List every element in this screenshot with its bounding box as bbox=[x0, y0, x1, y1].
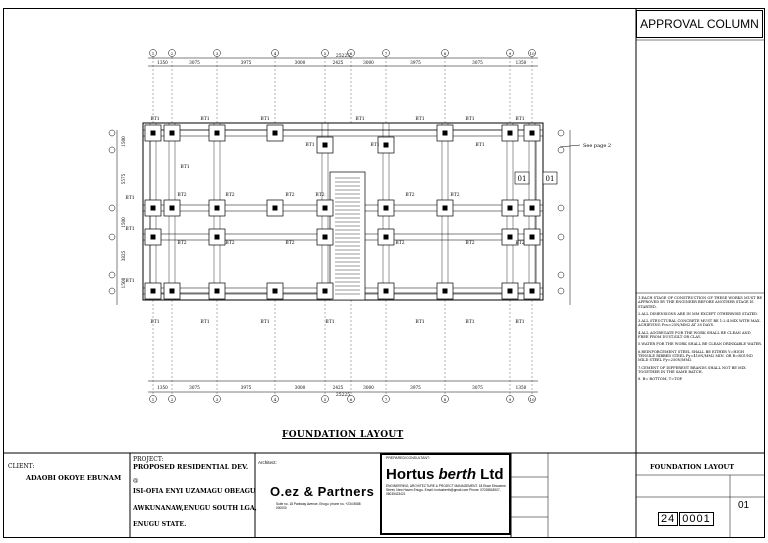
dimension-total: 25225 bbox=[335, 393, 351, 398]
column-stump bbox=[530, 206, 535, 211]
column-stump bbox=[273, 289, 278, 294]
beam-tag: BT2 bbox=[225, 193, 235, 198]
grid-label: 6 bbox=[349, 51, 353, 56]
grid-label: 5 bbox=[323, 397, 327, 402]
column-stump bbox=[323, 206, 328, 211]
general-notes bbox=[638, 296, 762, 384]
row-bubble bbox=[558, 288, 564, 294]
client-name: ADAOBI OKOYE EBUNAM bbox=[26, 474, 122, 482]
column-stump bbox=[273, 206, 278, 211]
column-stump bbox=[215, 206, 220, 211]
dimension-text: 1350 bbox=[515, 60, 527, 65]
dimension-text: 3075 bbox=[472, 60, 483, 65]
grid-label: 8 bbox=[443, 397, 447, 402]
project-address-line: ISI-OFIA ENYI UZAMAGU OBEAGU bbox=[133, 488, 256, 495]
dimension-text: 1350 bbox=[157, 385, 168, 390]
dimension-text: 3000 bbox=[363, 60, 374, 65]
grid-label: 3 bbox=[215, 397, 219, 402]
dimension-text: 5575 bbox=[121, 173, 126, 185]
beam-tag: BT2 bbox=[395, 241, 405, 246]
consultant-name bbox=[386, 466, 504, 483]
grid-label: 9 bbox=[508, 397, 512, 402]
beam-tag: BT2 bbox=[405, 193, 415, 198]
beam-tag: BT2 bbox=[450, 193, 460, 198]
grid-label: 10 bbox=[529, 51, 535, 56]
beam-tag: BT1 bbox=[515, 117, 525, 122]
grid-label: 4 bbox=[273, 51, 277, 56]
beam-tag: BT2 bbox=[465, 241, 475, 246]
column-stump bbox=[151, 131, 156, 136]
detail-tag: 01 bbox=[517, 175, 527, 183]
detail-tag: 01 bbox=[545, 175, 555, 183]
dimension-text: 3975 bbox=[410, 385, 421, 390]
beam-tag: BT2 bbox=[315, 193, 325, 198]
column-stump bbox=[443, 206, 448, 211]
note-item: 7.CEMENT OF DIFFERENT BRANDS SHALL NOT BE MIX TOGETHER IN THE SAME BATCH. bbox=[638, 365, 746, 374]
grid-label: 9 bbox=[508, 51, 512, 56]
grid-label: 6 bbox=[349, 397, 353, 402]
column-stump bbox=[215, 235, 220, 240]
drawing-title: FOUNDATION LAYOUT bbox=[650, 463, 735, 471]
note-item: 5.WATER FOR THE WORK SHALL BE CLEAN DRINKABLE WATER. bbox=[638, 342, 762, 347]
grid-label: 7 bbox=[384, 397, 388, 402]
beam-tag: BT1 bbox=[515, 320, 525, 325]
dimension-text: 3075 bbox=[189, 385, 200, 390]
note-item: 4.ALL AGGREGATE FOR THE WORK SHALL BE CLEAN AND FREE FROM DUST,SILT OR CLAY. bbox=[638, 330, 751, 340]
column-stump bbox=[443, 131, 448, 136]
dimension-text: 3000 bbox=[363, 385, 374, 390]
grid-label: 7 bbox=[384, 51, 388, 56]
column-stump bbox=[215, 131, 220, 136]
row-bubble bbox=[109, 288, 115, 294]
note-item: 1.EACH STAGE OF CONSTRUCTION OF THESE WORKS MUST BE APPROVED BY THE ENGINEER BEFORE ANOTHER STAGE IS STARTED. bbox=[638, 296, 762, 309]
dimension-text: 3825 bbox=[121, 250, 126, 262]
row-bubble bbox=[558, 205, 564, 211]
column-stump bbox=[151, 206, 156, 211]
beam-tag: BT2 bbox=[177, 193, 187, 198]
column-stump bbox=[384, 235, 389, 240]
beam-tag: BT1 bbox=[305, 143, 315, 148]
column-stump bbox=[151, 289, 156, 294]
project-name: PROPOSED RESIDENTIAL DEV. bbox=[133, 463, 249, 471]
column-stump bbox=[170, 289, 175, 294]
column-stump bbox=[530, 131, 535, 136]
column-stump bbox=[384, 206, 389, 211]
beam-tag: BT1 bbox=[180, 165, 190, 170]
dimension-text: 3000 bbox=[294, 60, 306, 65]
beam-tag: BT2 bbox=[285, 193, 295, 198]
project-at: @ bbox=[133, 478, 139, 484]
grid-label: 2 bbox=[170, 51, 174, 56]
beam-tag: BT1 bbox=[475, 143, 485, 148]
beam-tag: BT1 bbox=[150, 320, 160, 325]
column-stump bbox=[530, 289, 535, 294]
grid-label: 8 bbox=[443, 51, 447, 56]
dimension-text: 1500 bbox=[121, 277, 126, 289]
dimension-text: 1500 bbox=[121, 217, 126, 228]
row-bubble bbox=[109, 272, 115, 278]
drawing-number-part: 0001 bbox=[679, 512, 713, 526]
beam-tag: BT1 bbox=[325, 320, 335, 325]
row-bubble bbox=[558, 272, 564, 278]
column-stump bbox=[443, 289, 448, 294]
row-bubble bbox=[109, 147, 115, 153]
dimension-text: 3075 bbox=[189, 60, 200, 65]
row-bubble bbox=[558, 147, 564, 153]
dimension-text: 1350 bbox=[515, 385, 527, 390]
column-stump bbox=[508, 206, 513, 211]
dimension-text: 3000 bbox=[294, 385, 306, 390]
column-stump bbox=[323, 143, 328, 148]
column-stump bbox=[384, 143, 389, 148]
note-item: 3.ALL STRUCTURAL CONCRETE MUST BE 1:2:4 MIX WITH MAX. ACHIEVING Fcu=25N/MM2 AT 28 DAYS. bbox=[638, 319, 761, 328]
grid-label: 4 bbox=[273, 397, 277, 402]
dimension-text: 1500 bbox=[121, 136, 126, 147]
row-bubble bbox=[558, 130, 564, 136]
client-label: CLIENT: bbox=[8, 463, 35, 470]
column-stump bbox=[170, 131, 175, 136]
architect-label: Architect: bbox=[258, 460, 277, 465]
column-stump bbox=[151, 235, 156, 240]
consultant-label: PREPARED/CONSULTANT: bbox=[386, 456, 430, 460]
beam-tag: BT2 bbox=[515, 241, 525, 246]
column-stump bbox=[215, 289, 220, 294]
beam-tag: BT1 bbox=[200, 117, 210, 122]
consultant-name-part: Hortus bbox=[386, 466, 439, 483]
row-bubble bbox=[109, 130, 115, 136]
column-stump bbox=[323, 289, 328, 294]
dimension-text: 3075 bbox=[472, 385, 483, 390]
beam-tag: BT1 bbox=[465, 117, 475, 122]
column-stump bbox=[530, 235, 535, 240]
dimension-text: 3975 bbox=[240, 385, 252, 390]
approval-column-heading: APPROVAL COLUMN bbox=[636, 10, 763, 38]
beam-tag: BT1 bbox=[415, 320, 425, 325]
row-bubble bbox=[109, 205, 115, 211]
column-stump bbox=[508, 235, 513, 240]
project-address-line: ENUGU STATE. bbox=[133, 521, 187, 528]
grid-label: 1 bbox=[151, 397, 155, 402]
column-stump bbox=[273, 131, 278, 136]
dimension-text: 3975 bbox=[410, 60, 421, 65]
layout-title: FOUNDATION LAYOUT bbox=[282, 430, 404, 440]
beam-tag: BT1 bbox=[415, 117, 425, 122]
beam-tag: BT1 bbox=[150, 117, 160, 122]
note-item: 6.REINFORCEMENT STEEL SHALL BE EITHER Y=HIGH TENSILE RIBBED STEEL Fy=410N/MM2 MIN. OR R=ROUND MILD STEEL Fy=250N/MM2 bbox=[638, 349, 753, 363]
drawing-number-part: 24 bbox=[658, 512, 678, 526]
beam-tag: BT1 bbox=[465, 320, 475, 325]
dimension-text: 1350 bbox=[157, 60, 168, 65]
beam-tag: BT1 bbox=[370, 143, 380, 148]
dimension-text: 2425 bbox=[332, 60, 344, 65]
drawing-number bbox=[658, 512, 715, 526]
beam-tag: BT1 bbox=[200, 320, 210, 325]
grid-label: 10 bbox=[529, 397, 535, 402]
dimension-total: 25225 bbox=[335, 54, 351, 59]
consultant-details: ENGINEERING, ARCHITECTURE & PROJECT MANAGEMENT. 18 Ekwe Ekwueme Street, New Haven Enugu. Email: hortusberth@gmail.com Phone: 07028818907, 08035423421 bbox=[386, 484, 506, 497]
see-page-note: See page 2 bbox=[583, 143, 612, 149]
beam-tag: BT1 bbox=[260, 117, 270, 122]
column-stump bbox=[384, 289, 389, 294]
beam-tag: BT1 bbox=[125, 279, 135, 284]
beam-tag: BT1 bbox=[355, 117, 365, 122]
note-item: 2.ALL DIMENSIONS ARE IN MM EXCEPT OTHERWISE STATED. bbox=[638, 311, 759, 316]
project-address-line: AWKUNANAW,ENUGU SOUTH LGA, bbox=[133, 505, 257, 512]
dimension-text: 2425 bbox=[332, 385, 344, 390]
grid-label: 3 bbox=[215, 51, 219, 56]
beam-tag: BT2 bbox=[285, 241, 295, 246]
beam-tag: BT1 bbox=[260, 320, 270, 325]
architect-details: Suite no. 18 Parkway Avenue, Enugu. phone no. +234 8088 000000 bbox=[276, 502, 361, 510]
consultant-name-part: berth bbox=[438, 466, 476, 483]
note-item: 8. B= BOTTOM, T=TOP. bbox=[638, 377, 683, 382]
beam-tag: BT2 bbox=[225, 241, 235, 246]
beam-tag: BT2 bbox=[177, 241, 187, 246]
grid-label: 1 bbox=[151, 51, 155, 56]
staircase bbox=[330, 172, 365, 300]
beam-tag: BT1 bbox=[125, 196, 135, 201]
grid-label: 2 bbox=[170, 397, 174, 402]
grid-label: 5 bbox=[323, 51, 327, 56]
dimension-text: 3975 bbox=[240, 60, 252, 65]
column-stump bbox=[508, 289, 513, 294]
column-stump bbox=[323, 235, 328, 240]
consultant-name-part: Ltd bbox=[476, 466, 504, 483]
column-stump bbox=[508, 131, 513, 136]
project-label: PROJECT: bbox=[133, 456, 164, 463]
sheet-number: 01 bbox=[738, 500, 750, 511]
row-bubble bbox=[109, 234, 115, 240]
beam-tag: BT1 bbox=[125, 227, 135, 232]
architect-name: O.ez & Partners bbox=[270, 484, 375, 499]
column-stump bbox=[170, 206, 175, 211]
row-bubble bbox=[558, 234, 564, 240]
